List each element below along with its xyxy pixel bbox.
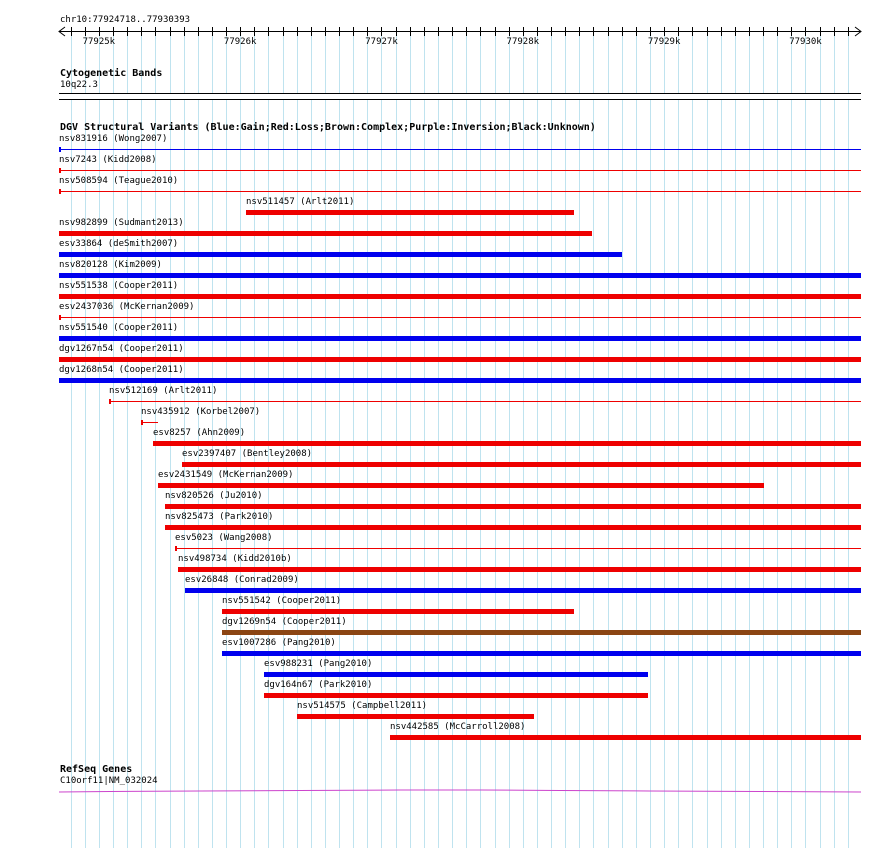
variant-bar[interactable]: [153, 441, 861, 446]
variant-label[interactable]: esv2437036 (McKernan2009): [59, 302, 195, 312]
variant-label[interactable]: nsv551540 (Cooper2011): [59, 323, 179, 333]
variant-label[interactable]: esv26848 (Conrad2009): [185, 575, 299, 585]
variant-bar[interactable]: [185, 588, 861, 593]
cytoband-label[interactable]: 10q22.3: [60, 80, 98, 90]
variant-label[interactable]: nsv551542 (Cooper2011): [222, 596, 342, 606]
variant-bar[interactable]: [390, 735, 861, 740]
ruler-tick-label: 77925k: [82, 37, 116, 47]
variant-label[interactable]: nsv508594 (Teague2010): [59, 176, 179, 186]
variant-bar[interactable]: [59, 273, 861, 278]
variant-bar[interactable]: [59, 357, 861, 362]
variant-bar[interactable]: [165, 504, 861, 509]
variant-start-marker: [59, 147, 61, 152]
coordinate-ruler[interactable]: [0, 22, 890, 72]
refseq-gene-label[interactable]: C10orf11|NM_032024: [60, 776, 158, 786]
ruler-tick-label: 77928k: [506, 37, 540, 47]
variant-label[interactable]: nsv511457 (Arlt2011): [246, 197, 355, 207]
variant-label[interactable]: nsv512169 (Arlt2011): [109, 386, 218, 396]
variant-label[interactable]: nsv7243 (Kidd2008): [59, 155, 157, 165]
variant-label[interactable]: esv1007286 (Pang2010): [222, 638, 336, 648]
region-label: chr10:77924718..77930393: [60, 15, 191, 25]
variant-bar[interactable]: [109, 401, 861, 402]
variant-label[interactable]: nsv498734 (Kidd2010b): [178, 554, 292, 564]
ruler-tick-label: 77929k: [647, 37, 681, 47]
variant-bar[interactable]: [59, 336, 861, 341]
variant-label[interactable]: nsv820128 (Kim2009): [59, 260, 162, 270]
variant-bar[interactable]: [182, 462, 861, 467]
variant-start-marker: [175, 546, 177, 551]
variant-label[interactable]: nsv982899 (Sudmant2013): [59, 218, 184, 228]
variant-start-marker: [59, 315, 61, 320]
ruler-tick-label: 77927k: [365, 37, 398, 47]
variant-bar[interactable]: [59, 317, 861, 318]
variant-label[interactable]: dgv1269n54 (Cooper2011): [222, 617, 347, 627]
variant-bar[interactable]: [59, 149, 861, 150]
variant-label[interactable]: dgv1267n54 (Cooper2011): [59, 344, 184, 354]
cytoband-track-title: Cytogenetic Bands: [60, 68, 163, 79]
variant-label[interactable]: esv2397407 (Bentley2008): [182, 449, 313, 459]
dgv-track-title: DGV Structural Variants (Blue:Gain;Red:Loss;Brown:Complex;Purple:Inversion;Black:Unknown): [60, 122, 596, 133]
variant-bar[interactable]: [246, 210, 574, 215]
variant-bar[interactable]: [175, 548, 861, 549]
variant-start-marker: [59, 189, 61, 194]
variant-bar[interactable]: [222, 630, 861, 635]
variant-label[interactable]: esv33864 (deSmith2007): [59, 239, 179, 249]
variant-label[interactable]: nsv820526 (Ju2010): [165, 491, 263, 501]
variant-bar[interactable]: [59, 191, 861, 192]
variant-bar[interactable]: [59, 294, 861, 299]
variant-label[interactable]: esv5023 (Wang2008): [175, 533, 273, 543]
variant-label[interactable]: nsv514575 (Campbell2011): [297, 701, 428, 711]
variant-bar[interactable]: [178, 567, 861, 572]
ruler-tick-label: 77926k: [223, 37, 257, 47]
variant-label[interactable]: dgv164n67 (Park2010): [264, 680, 373, 690]
variant-label[interactable]: nsv551538 (Cooper2011): [59, 281, 179, 291]
variant-bar[interactable]: [59, 170, 861, 171]
cytoband-bar[interactable]: [59, 93, 861, 100]
variant-bar[interactable]: [264, 672, 648, 677]
variant-start-marker: [141, 420, 143, 425]
variant-bar[interactable]: [264, 693, 648, 698]
variant-label[interactable]: nsv825473 (Park2010): [165, 512, 274, 522]
variant-bar[interactable]: [59, 378, 861, 383]
variant-label[interactable]: esv2431549 (McKernan2009): [158, 470, 294, 480]
variant-start-marker: [59, 168, 61, 173]
variant-bar[interactable]: [59, 231, 592, 236]
variant-bar[interactable]: [222, 609, 574, 614]
refseq-gene-track[interactable]: [0, 784, 890, 804]
variant-label[interactable]: dgv1268n54 (Cooper2011): [59, 365, 184, 375]
variant-label[interactable]: nsv435912 (Korbel2007): [141, 407, 261, 417]
variant-bar[interactable]: [158, 483, 764, 488]
refseq-track-title: RefSeq Genes: [60, 764, 133, 775]
variant-bar[interactable]: [297, 714, 534, 719]
variant-bar[interactable]: [222, 651, 861, 656]
variant-bar[interactable]: [141, 422, 158, 423]
variant-label[interactable]: esv988231 (Pang2010): [264, 659, 373, 669]
gene-intron-line[interactable]: [59, 790, 861, 792]
variant-bar[interactable]: [165, 525, 861, 530]
variant-bar[interactable]: [59, 252, 622, 257]
variant-label[interactable]: nsv831916 (Wong2007): [59, 134, 168, 144]
variant-start-marker: [109, 399, 111, 404]
ruler-tick-label: 77930k: [789, 37, 822, 47]
variant-label[interactable]: esv8257 (Ahn2009): [153, 428, 246, 438]
variant-label[interactable]: nsv442585 (McCarroll2008): [390, 722, 526, 732]
